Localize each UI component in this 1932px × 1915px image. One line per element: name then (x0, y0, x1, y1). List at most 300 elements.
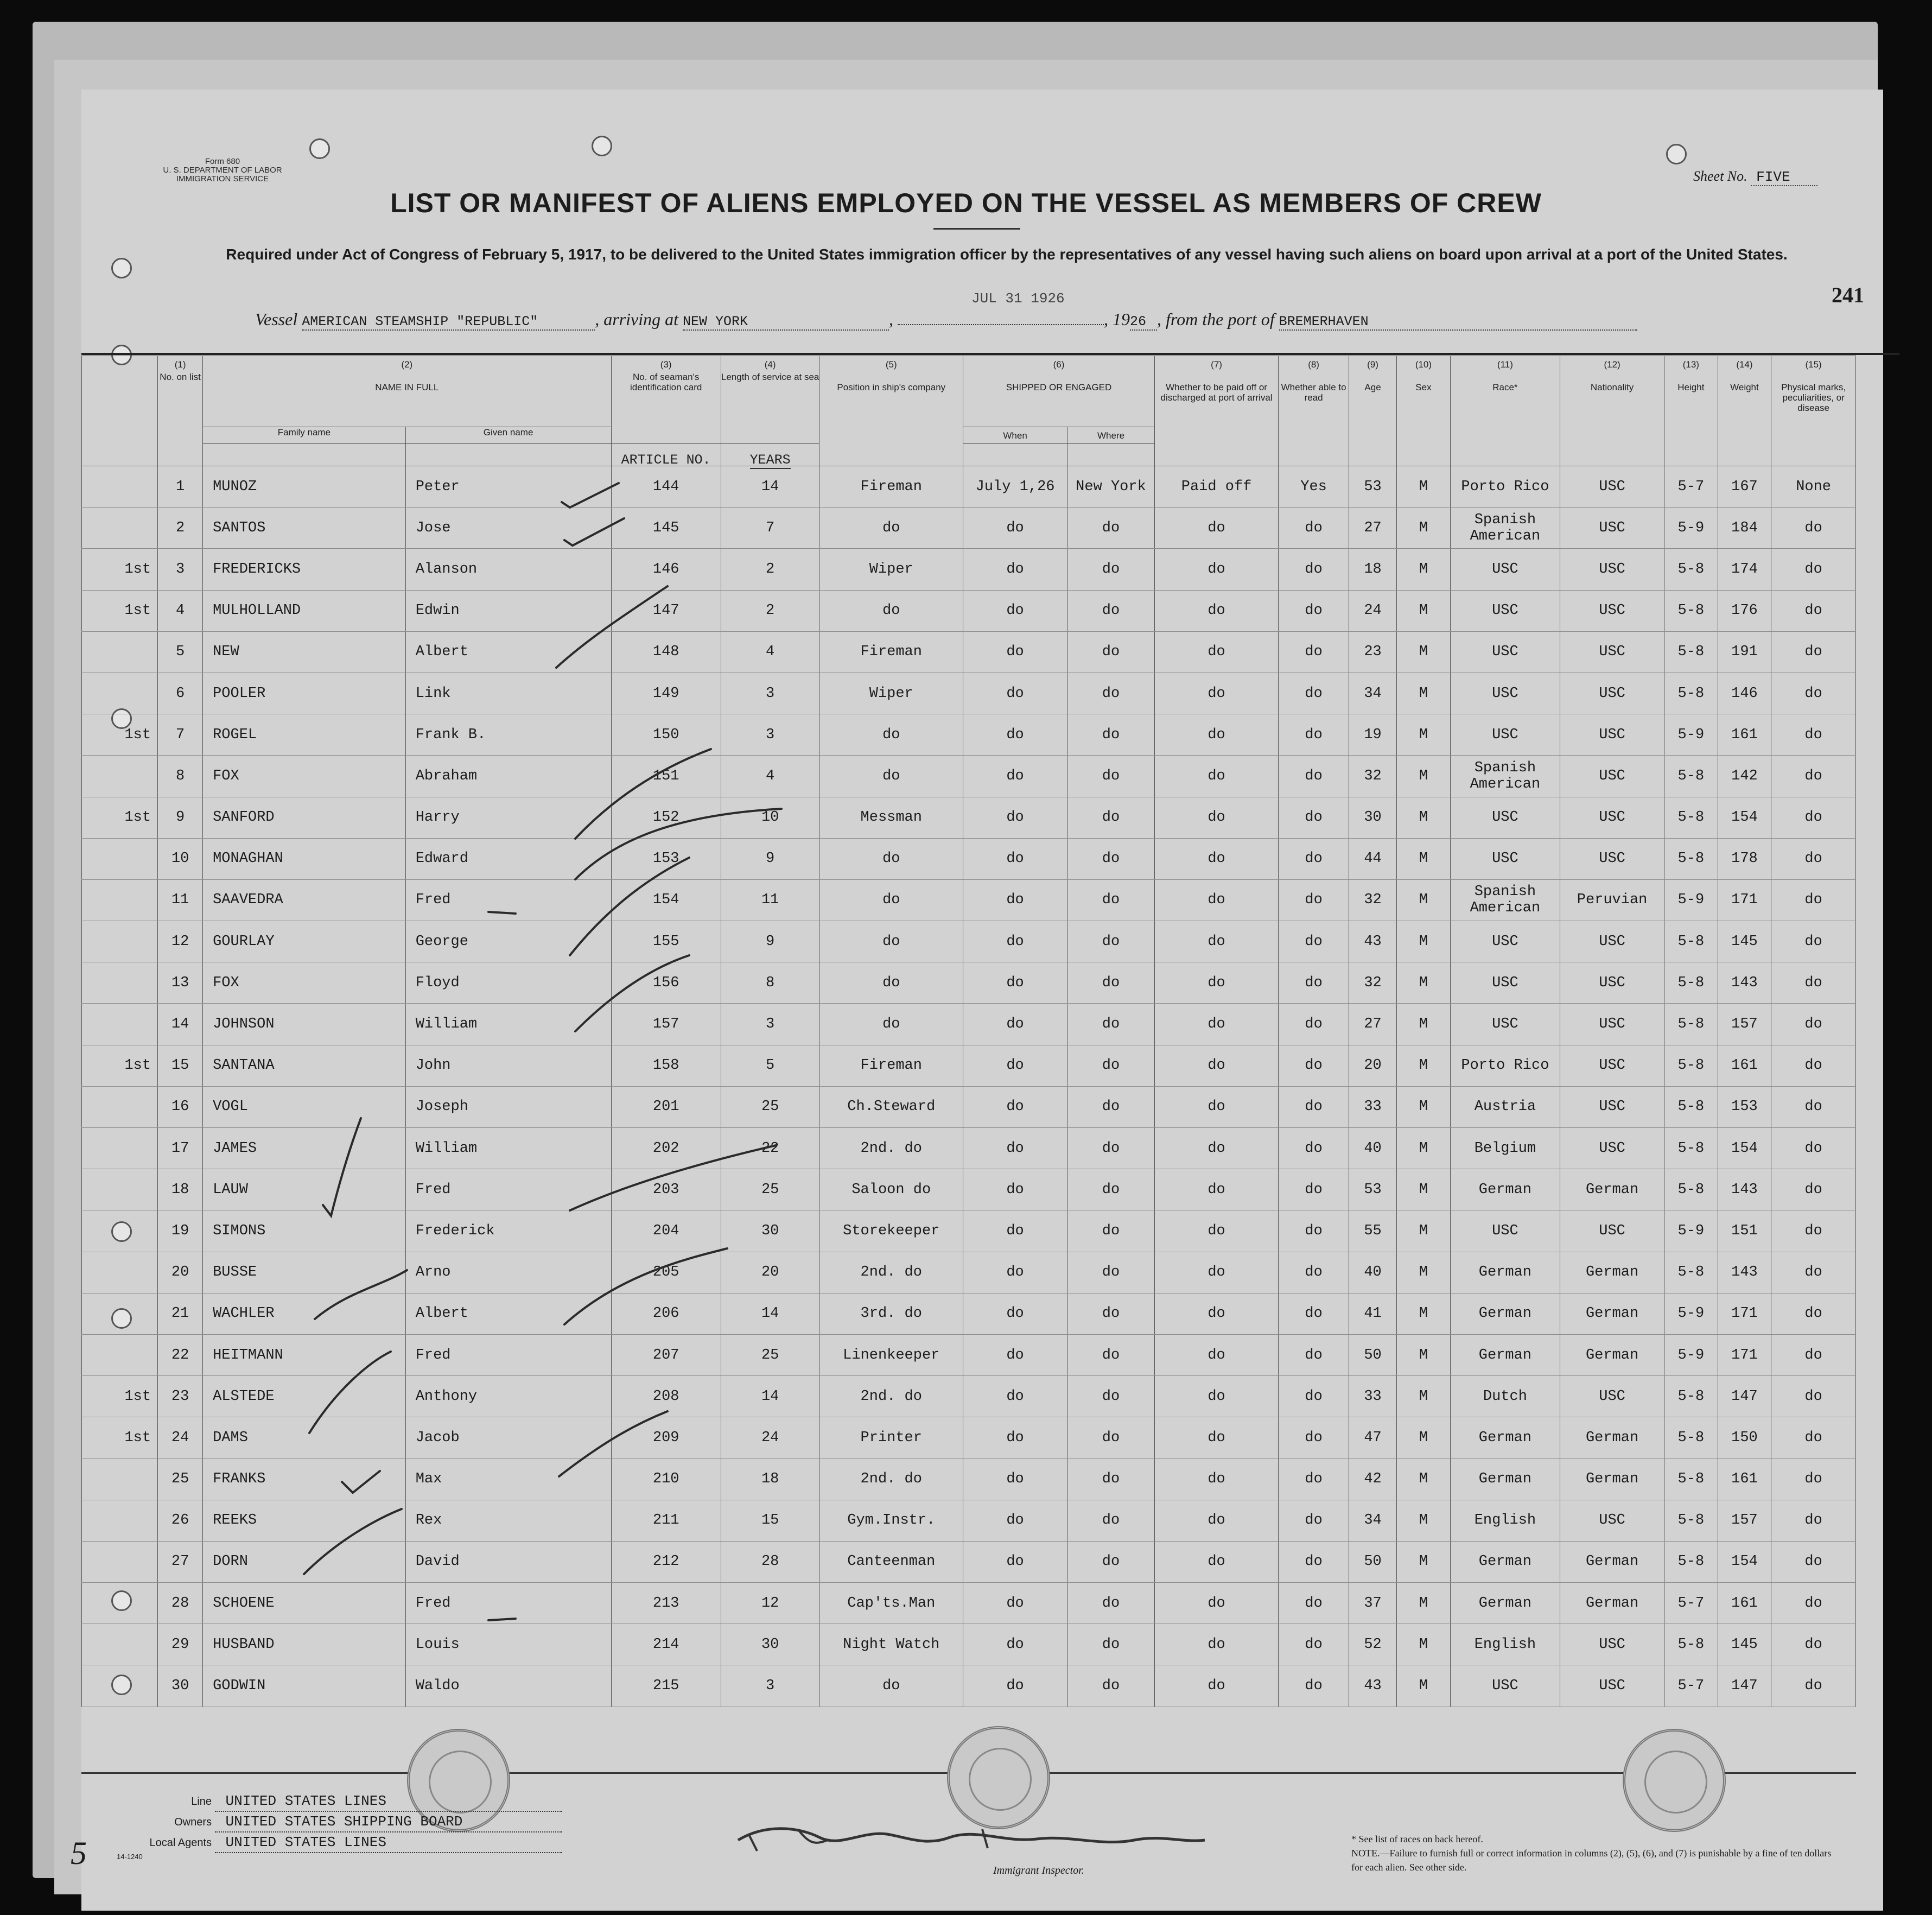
punch-hole (1666, 144, 1687, 164)
age-cell: 30 (1349, 797, 1396, 838)
margin-mark-cell (82, 466, 158, 508)
table-row (82, 1583, 1856, 1624)
card-number-cell: 211 (611, 1500, 721, 1541)
shipped-where-cell: do (1067, 921, 1155, 962)
given-name-cell: Joseph (405, 1086, 611, 1127)
able-to-read-cell: do (1279, 631, 1349, 673)
family-name-cell: DAMS (203, 1417, 406, 1459)
card-number-cell: 149 (611, 673, 721, 714)
able-to-read-cell: do (1279, 962, 1349, 1004)
row-number-cell: 29 (158, 1624, 203, 1665)
nationality-cell: USC (1560, 549, 1664, 590)
handwritten-page-mark: 5 (71, 1835, 87, 1871)
paid-off-cell: do (1154, 631, 1278, 673)
given-name-cell: Link (405, 673, 611, 714)
card-number-cell: 153 (611, 838, 721, 879)
table-row (82, 838, 1856, 879)
height-cell: 5-8 (1664, 1128, 1718, 1169)
arriving-label: , arriving at (595, 309, 678, 329)
card-number-cell: 205 (611, 1252, 721, 1293)
col-no-header: (1) No. on list (158, 356, 203, 466)
shipped-where-cell: do (1067, 756, 1155, 797)
race-cell: German (1450, 1169, 1560, 1210)
table-row (82, 631, 1856, 673)
weight-cell: 167 (1718, 466, 1771, 508)
weight-cell: 150 (1718, 1417, 1771, 1459)
given-name-cell: Alanson (405, 549, 611, 590)
position-cell: Night Watch (819, 1624, 963, 1665)
sex-cell: M (1397, 673, 1451, 714)
sex-cell: M (1397, 1252, 1451, 1293)
height-cell: 5-8 (1664, 1624, 1718, 1665)
col-nationality-header: (12) Nationality (1560, 356, 1664, 466)
nationality-cell: USC (1560, 756, 1664, 797)
given-name-cell: Edwin (405, 590, 611, 631)
race-cell: USC (1450, 962, 1560, 1004)
card-number-cell: 155 (611, 921, 721, 962)
shipped-when-cell: do (963, 1583, 1067, 1624)
row-number-cell: 10 (158, 838, 203, 879)
years-service-cell: 5 (721, 1045, 819, 1086)
able-to-read-cell: do (1279, 1128, 1349, 1169)
row-number-cell: 7 (158, 714, 203, 756)
margin-mark-cell: 1st (82, 590, 158, 631)
race-cell: Spanish American (1450, 756, 1560, 797)
physical-marks-cell: do (1771, 1086, 1856, 1127)
years-service-cell: 28 (721, 1541, 819, 1582)
shipped-when-cell: do (963, 590, 1067, 631)
family-name-cell: SCHOENE (203, 1583, 406, 1624)
sex-cell: M (1397, 879, 1451, 921)
sex-cell: M (1397, 1541, 1451, 1582)
height-cell: 5-8 (1664, 549, 1718, 590)
shipped-when-cell: do (963, 1665, 1067, 1707)
race-footnote: * See list of races on back hereof. (1351, 1834, 1483, 1844)
shipped-where-cell: do (1067, 1169, 1155, 1210)
physical-marks-cell: do (1771, 756, 1856, 797)
card-number-cell: 202 (611, 1128, 721, 1169)
card-number-cell: 146 (611, 549, 721, 590)
race-cell: English (1450, 1500, 1560, 1541)
sheet-value: FIVE (1751, 169, 1817, 186)
shipped-when-cell: do (963, 1500, 1067, 1541)
age-cell: 44 (1349, 838, 1396, 879)
given-name-cell: Fred (405, 1334, 611, 1375)
margin-mark-cell (82, 1252, 158, 1293)
physical-marks-cell: do (1771, 1459, 1856, 1500)
table-row (82, 1541, 1856, 1582)
table-row (82, 673, 1856, 714)
sex-cell: M (1397, 1665, 1451, 1707)
row-number-cell: 3 (158, 549, 203, 590)
col-sex-header: (10) Sex (1397, 356, 1451, 466)
shipped-when-cell: do (963, 921, 1067, 962)
nationality-cell: German (1560, 1334, 1664, 1375)
family-name-cell: FOX (203, 756, 406, 797)
vessel-name: AMERICAN STEAMSHIP "REPUBLIC" (302, 314, 538, 329)
shipped-when-cell: do (963, 631, 1067, 673)
given-name-cell: Jacob (405, 1417, 611, 1459)
weight-cell: 146 (1718, 673, 1771, 714)
shipped-when-cell: July 1,26 (963, 466, 1067, 508)
sex-cell: M (1397, 1045, 1451, 1086)
family-name-cell: SAAVEDRA (203, 879, 406, 921)
table-row (82, 1376, 1856, 1417)
sex-cell: M (1397, 797, 1451, 838)
margin-mark-cell (82, 1169, 158, 1210)
family-name-cell: LAUW (203, 1169, 406, 1210)
age-cell: 27 (1349, 1004, 1396, 1045)
col-service-header: (4) Length of service at sea (721, 356, 819, 444)
physical-marks-cell: do (1771, 1665, 1856, 1707)
table-row (82, 1459, 1856, 1500)
years-service-cell: 8 (721, 962, 819, 1004)
shipped-where-cell: do (1067, 549, 1155, 590)
shipped-where-cell: do (1067, 673, 1155, 714)
paid-off-cell: do (1154, 1583, 1278, 1624)
weight-cell: 171 (1718, 1293, 1771, 1334)
margin-mark-cell (82, 1624, 158, 1665)
table-row (82, 1417, 1856, 1459)
weight-cell: 147 (1718, 1376, 1771, 1417)
col-position-header: (5) Position in ship's company (819, 356, 963, 466)
col-age-header: (9) Age (1349, 356, 1396, 466)
given-name-cell: Frederick (405, 1210, 611, 1252)
card-number-cell: 154 (611, 879, 721, 921)
race-cell: USC (1450, 590, 1560, 631)
col-paidoff-header: (7) Whether to be paid off or discharged at port of arrival (1154, 356, 1278, 466)
position-cell: 3rd. do (819, 1293, 963, 1334)
able-to-read-cell: do (1279, 1583, 1349, 1624)
able-to-read-cell: do (1279, 1500, 1349, 1541)
position-cell: do (819, 962, 963, 1004)
race-cell: USC (1450, 1210, 1560, 1252)
family-name-cell: HUSBAND (203, 1624, 406, 1665)
position-cell: do (819, 838, 963, 879)
table-row (82, 1004, 1856, 1045)
age-cell: 41 (1349, 1293, 1396, 1334)
height-cell: 5-7 (1664, 466, 1718, 508)
height-cell: 5-8 (1664, 1004, 1718, 1045)
sex-cell: M (1397, 962, 1451, 1004)
age-cell: 42 (1349, 1459, 1396, 1500)
age-cell: 34 (1349, 673, 1396, 714)
given-name-cell: Fred (405, 879, 611, 921)
sex-cell: M (1397, 1004, 1451, 1045)
weight-cell: 161 (1718, 1045, 1771, 1086)
nationality-cell: USC (1560, 673, 1664, 714)
position-cell: Storekeeper (819, 1210, 963, 1252)
age-cell: 34 (1349, 1500, 1396, 1541)
margin-mark-cell (82, 879, 158, 921)
date-stamp: JUL 31 1926 (971, 290, 1065, 307)
shipped-where-cell: do (1067, 838, 1155, 879)
paid-off-cell: do (1154, 1334, 1278, 1375)
agents-form-number: 14-1240 (117, 1853, 143, 1861)
card-number-cell: 156 (611, 962, 721, 1004)
table-row (82, 508, 1856, 549)
family-name-cell: GOURLAY (203, 921, 406, 962)
race-cell: English (1450, 1624, 1560, 1665)
row-number-cell: 5 (158, 631, 203, 673)
weight-cell: 147 (1718, 1665, 1771, 1707)
owners-label: Owners (174, 1816, 212, 1828)
years-service-cell: 3 (721, 1004, 819, 1045)
margin-mark-cell (82, 1500, 158, 1541)
paid-off-cell: do (1154, 1500, 1278, 1541)
shipped-where-cell: do (1067, 1334, 1155, 1375)
position-cell: do (819, 756, 963, 797)
family-name-cell: WACHLER (203, 1293, 406, 1334)
years-service-cell: 4 (721, 756, 819, 797)
form-number: Form 680 (205, 157, 240, 166)
years-service-cell: 9 (721, 921, 819, 962)
margin-mark-cell: 1st (82, 1417, 158, 1459)
shipped-where-cell: do (1067, 1128, 1155, 1169)
shipped-when-cell: do (963, 508, 1067, 549)
nationality-cell: German (1560, 1583, 1664, 1624)
family-name-cell: MUNOZ (203, 466, 406, 508)
position-cell: 2nd. do (819, 1128, 963, 1169)
line-value: UNITED STATES LINES (215, 1791, 562, 1812)
table-row (82, 590, 1856, 631)
weight-cell: 145 (1718, 1624, 1771, 1665)
given-name-cell: Abraham (405, 756, 611, 797)
row-number-cell: 9 (158, 797, 203, 838)
punch-hole (309, 138, 330, 159)
col-marks-header: (15) Physical marks, peculiarities, or disease (1771, 356, 1856, 466)
row-number-cell: 24 (158, 1417, 203, 1459)
family-name-cell: GODWIN (203, 1665, 406, 1707)
nationality-cell: USC (1560, 1665, 1664, 1707)
given-name-cell: Jose (405, 508, 611, 549)
position-cell: do (819, 879, 963, 921)
position-cell: do (819, 590, 963, 631)
physical-marks-cell: do (1771, 1293, 1856, 1334)
age-cell: 55 (1349, 1210, 1396, 1252)
position-cell: 2nd. do (819, 1252, 963, 1293)
race-cell: German (1450, 1541, 1560, 1582)
inspector-signature (733, 1813, 1210, 1862)
position-cell: do (819, 921, 963, 962)
nationality-cell: USC (1560, 921, 1664, 962)
physical-marks-cell: do (1771, 921, 1856, 962)
shipped-when-cell: do (963, 1128, 1067, 1169)
family-name-cell: JAMES (203, 1128, 406, 1169)
paid-off-cell: do (1154, 1624, 1278, 1665)
given-name-header: Given name (405, 427, 611, 444)
shipped-when-cell: do (963, 962, 1067, 1004)
given-name-cell: George (405, 921, 611, 962)
row-number-cell: 13 (158, 962, 203, 1004)
col-weight-header: (14) Weight (1718, 356, 1771, 466)
age-cell: 18 (1349, 549, 1396, 590)
shipped-when-cell: do (963, 1169, 1067, 1210)
height-cell: 5-8 (1664, 1045, 1718, 1086)
given-name-cell: Albert (405, 631, 611, 673)
years-note: YEARS (721, 444, 819, 466)
race-cell: Belgium (1450, 1128, 1560, 1169)
sex-cell: M (1397, 714, 1451, 756)
family-name-cell: NEW (203, 631, 406, 673)
article-note: ARTICLE NO. (611, 444, 721, 466)
paid-off-cell: do (1154, 590, 1278, 631)
race-cell: USC (1450, 1004, 1560, 1045)
shipped-where-cell: do (1067, 508, 1155, 549)
margin-header (82, 356, 158, 466)
form-header (155, 157, 290, 183)
age-cell: 20 (1349, 1045, 1396, 1086)
shipped-when-cell: do (963, 756, 1067, 797)
physical-marks-cell: do (1771, 797, 1856, 838)
shipped-where-cell: do (1067, 1583, 1155, 1624)
physical-marks-cell: None (1771, 466, 1856, 508)
family-name-cell: BUSSE (203, 1252, 406, 1293)
able-to-read-cell: do (1279, 1334, 1349, 1375)
able-to-read-cell: do (1279, 590, 1349, 631)
weight-cell: 171 (1718, 879, 1771, 921)
nationality-cell: German (1560, 1252, 1664, 1293)
margin-mark-cell (82, 1459, 158, 1500)
margin-mark-cell (82, 1334, 158, 1375)
years-service-cell: 10 (721, 797, 819, 838)
card-number-cell: 157 (611, 1004, 721, 1045)
height-cell: 5-8 (1664, 962, 1718, 1004)
vessel-label: Vessel (255, 309, 298, 329)
act-text: Required under Act of Congress of February 5, 1917, to be delivered to the United States immigration officer by the representatives of any vessel having such aliens on board upon arrival at a port of the United States. (226, 246, 1788, 263)
table-row (82, 879, 1856, 921)
service: IMMIGRATION SERVICE (176, 174, 269, 183)
race-cell: USC (1450, 797, 1560, 838)
row-number-cell: 2 (158, 508, 203, 549)
weight-cell: 154 (1718, 797, 1771, 838)
shipped-when-cell: do (963, 1045, 1067, 1086)
physical-marks-cell: do (1771, 1500, 1856, 1541)
card-number-cell: 148 (611, 631, 721, 673)
shipped-where-cell: do (1067, 714, 1155, 756)
sex-cell: M (1397, 1624, 1451, 1665)
col-read-header: (8) Whether able to read (1279, 356, 1349, 466)
margin-mark-cell (82, 962, 158, 1004)
position-cell: Fireman (819, 466, 963, 508)
race-cell: German (1450, 1334, 1560, 1375)
given-name-cell: Fred (405, 1169, 611, 1210)
nationality-cell: USC (1560, 508, 1664, 549)
card-number-cell: 206 (611, 1293, 721, 1334)
race-cell: Porto Rico (1450, 466, 1560, 508)
shipped-when-cell: do (963, 797, 1067, 838)
physical-marks-cell: do (1771, 631, 1856, 673)
sex-cell: M (1397, 1293, 1451, 1334)
nationality-cell: German (1560, 1459, 1664, 1500)
sex-cell: M (1397, 921, 1451, 962)
table-row (82, 1045, 1856, 1086)
margin-mark-cell (82, 1293, 158, 1334)
position-cell: 2nd. do (819, 1376, 963, 1417)
sex-cell: M (1397, 1417, 1451, 1459)
paid-off-cell: do (1154, 1086, 1278, 1127)
paid-off-cell: do (1154, 508, 1278, 549)
nationality-cell: USC (1560, 1624, 1664, 1665)
nationality-cell: USC (1560, 797, 1664, 838)
agents-label: Local Agents (149, 1837, 212, 1849)
physical-marks-cell: do (1771, 590, 1856, 631)
card-number-cell: 144 (611, 466, 721, 508)
nationality-cell: USC (1560, 1128, 1664, 1169)
table-row (82, 1169, 1856, 1210)
shipped-where-cell: do (1067, 797, 1155, 838)
years-service-cell: 3 (721, 1665, 819, 1707)
paid-off-cell: do (1154, 714, 1278, 756)
age-cell: 32 (1349, 756, 1396, 797)
inspector-label: Immigrant Inspector. (993, 1865, 1084, 1876)
physical-marks-cell: do (1771, 1252, 1856, 1293)
given-name-cell: John (405, 1045, 611, 1086)
years-service-cell: 3 (721, 714, 819, 756)
paid-off-cell: do (1154, 1045, 1278, 1086)
position-cell: Linenkeeper (819, 1334, 963, 1375)
weight-cell: 157 (1718, 1500, 1771, 1541)
row-number-cell: 18 (158, 1169, 203, 1210)
family-name-cell: MULHOLLAND (203, 590, 406, 631)
race-cell: Spanish American (1450, 879, 1560, 921)
race-cell: USC (1450, 549, 1560, 590)
age-cell: 23 (1349, 631, 1396, 673)
family-name-cell: FRANKS (203, 1459, 406, 1500)
height-cell: 5-8 (1664, 756, 1718, 797)
physical-marks-cell: do (1771, 1210, 1856, 1252)
physical-marks-cell: do (1771, 1004, 1856, 1045)
shipped-when-cell: do (963, 1459, 1067, 1500)
sex-cell: M (1397, 756, 1451, 797)
paid-off-cell: do (1154, 1541, 1278, 1582)
years-service-cell: 9 (721, 838, 819, 879)
row-number-cell: 4 (158, 590, 203, 631)
col-height-header: (13) Height (1664, 356, 1718, 466)
height-cell: 5-8 (1664, 921, 1718, 962)
shipped-when-cell: do (963, 1417, 1067, 1459)
able-to-read-cell: Yes (1279, 466, 1349, 508)
paid-off-cell: do (1154, 1459, 1278, 1500)
years-service-cell: 7 (721, 508, 819, 549)
margin-mark-cell (82, 1210, 158, 1252)
age-cell: 33 (1349, 1376, 1396, 1417)
weight-cell: 153 (1718, 1086, 1771, 1127)
years-service-cell: 14 (721, 1293, 819, 1334)
card-number-cell: 150 (611, 714, 721, 756)
table-row (82, 962, 1856, 1004)
given-name-cell: David (405, 1541, 611, 1582)
years-service-cell: 3 (721, 673, 819, 714)
able-to-read-cell: do (1279, 508, 1349, 549)
age-cell: 50 (1349, 1541, 1396, 1582)
sex-cell: M (1397, 590, 1451, 631)
height-cell: 5-8 (1664, 1459, 1718, 1500)
height-cell: 5-9 (1664, 1210, 1718, 1252)
where-header: Where (1067, 427, 1155, 444)
table-row (82, 549, 1856, 590)
margin-mark-cell (82, 1128, 158, 1169)
weight-cell: 142 (1718, 756, 1771, 797)
given-name-cell: Waldo (405, 1665, 611, 1707)
col-name-header: (2) NAME IN FULL (203, 356, 611, 427)
family-name-cell: SANFORD (203, 797, 406, 838)
margin-mark-cell (82, 1583, 158, 1624)
row-number-cell: 1 (158, 466, 203, 508)
margin-mark-cell: 1st (82, 1045, 158, 1086)
table-row (82, 797, 1856, 838)
age-cell: 32 (1349, 962, 1396, 1004)
